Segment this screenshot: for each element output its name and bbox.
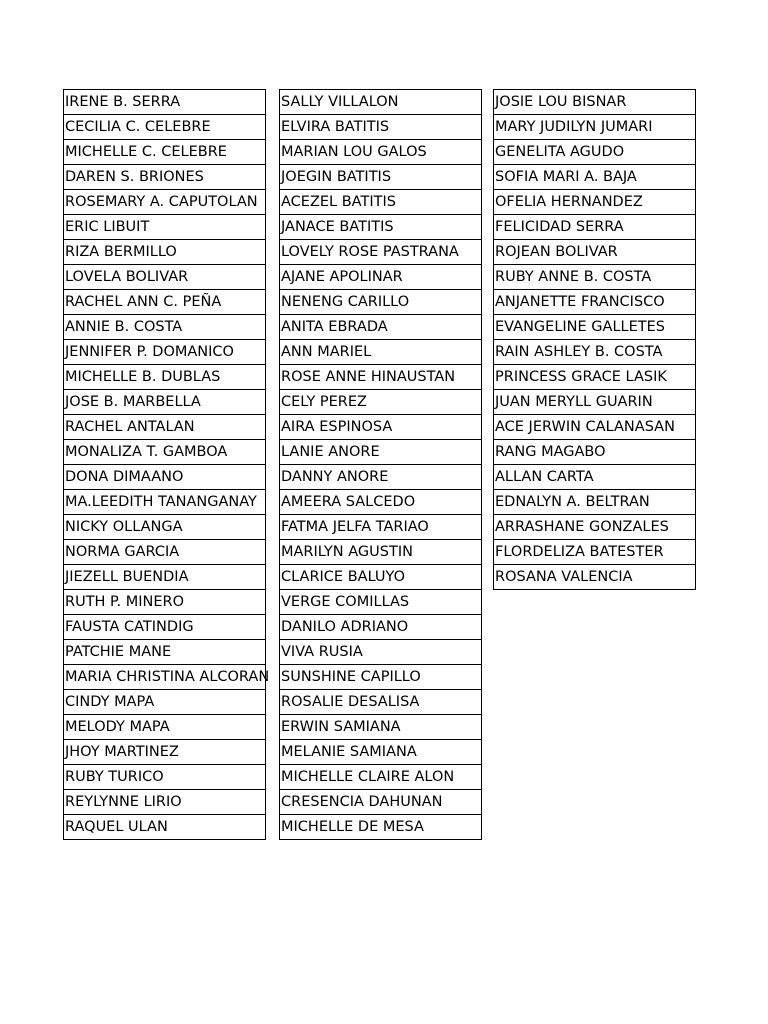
table-row (280, 565, 482, 590)
table-row (494, 315, 696, 340)
table-row (494, 215, 696, 240)
name-cell: EDNALYN A. BELTRAN (494, 490, 696, 515)
table-row (64, 765, 266, 790)
table-row (64, 815, 266, 840)
table-row (494, 565, 696, 590)
name-cell: JOEGIN BATITIS (280, 165, 482, 190)
name-cell: JIEZELL BUENDIA (64, 565, 266, 590)
table-row (280, 315, 482, 340)
name-cell: MARY JUDILYN JUMARI (494, 115, 696, 140)
table-row (64, 190, 266, 215)
table-row (494, 490, 696, 515)
name-list-column-2 (279, 89, 482, 840)
name-cell: EVANGELINE GALLETES (494, 315, 696, 340)
name-cell: FATMA JELFA TARIAO (280, 515, 482, 540)
table-row (280, 715, 482, 740)
name-cell: JANACE BATITIS (280, 215, 482, 240)
name-cell: FLORDELIZA BATESTER (494, 540, 696, 565)
table-row (494, 190, 696, 215)
name-cell: RUTH P. MINERO (64, 590, 266, 615)
table-row (280, 590, 482, 615)
name-cell: JOSE B. MARBELLA (64, 390, 266, 415)
name-cell: NICKY OLLANGA (64, 515, 266, 540)
table-row (280, 465, 482, 490)
table-row (280, 640, 482, 665)
name-cell: DONA DIMAANO (64, 465, 266, 490)
name-cell: ACEZEL BATITIS (280, 190, 482, 215)
table-row (494, 415, 696, 440)
table-row (64, 140, 266, 165)
name-cell: RUBY ANNE B. COSTA (494, 265, 696, 290)
table-row (64, 340, 266, 365)
table-row (280, 90, 482, 115)
table-row (64, 465, 266, 490)
table-row (64, 740, 266, 765)
name-cell: RACHEL ANN C. PEÑA (64, 290, 266, 315)
table-row (280, 140, 482, 165)
name-cell: AJANE APOLINAR (280, 265, 482, 290)
table-row (64, 290, 266, 315)
table-row (64, 440, 266, 465)
name-cell: CINDY MAPA (64, 690, 266, 715)
table-row (64, 390, 266, 415)
table-row (64, 490, 266, 515)
name-cell: MELODY MAPA (64, 715, 266, 740)
table-row (494, 290, 696, 315)
name-list-column-1 (63, 89, 270, 840)
table-row (494, 365, 696, 390)
name-cell: MARIAN LOU GALOS (280, 140, 482, 165)
name-cell: MARILYN AGUSTIN (280, 540, 482, 565)
table-row (64, 640, 266, 665)
name-cell: ALLAN CARTA (494, 465, 696, 490)
table-row (64, 315, 266, 340)
name-cell: FAUSTA CATINDIG (64, 615, 266, 640)
name-cell: MICHELLE C. CELEBRE (64, 140, 266, 165)
name-cell: REYLYNNE LIRIO (64, 790, 266, 815)
name-cell: RACHEL ANTALAN (64, 415, 266, 440)
table-row (280, 815, 482, 840)
table-row (280, 690, 482, 715)
name-cell: AMEERA SALCEDO (280, 490, 482, 515)
table-row (494, 540, 696, 565)
table-row (494, 140, 696, 165)
name-cell: ACE JERWIN CALANASAN (494, 415, 696, 440)
name-cell: NENENG CARILLO (280, 290, 482, 315)
name-cell: CECILIA C. CELEBRE (64, 115, 266, 140)
table-row (494, 440, 696, 465)
table-row (494, 90, 696, 115)
name-cell: MICHELLE B. DUBLAS (64, 365, 266, 390)
name-cell: VIVA RUSIA (280, 640, 482, 665)
table-row (280, 740, 482, 765)
name-cell: LOVELA BOLIVAR (64, 265, 266, 290)
name-cell: ANJANETTE FRANCISCO (494, 290, 696, 315)
name-cell: ROJEAN BOLIVAR (494, 240, 696, 265)
table-row (64, 515, 266, 540)
table-row (64, 415, 266, 440)
table-row (280, 515, 482, 540)
name-cell: MA.LEEDITH TANANGANAY (64, 490, 266, 515)
name-cell: AIRA ESPINOSA (280, 415, 482, 440)
name-cell: JENNIFER P. DOMANICO (64, 340, 266, 365)
name-cell: RIZA BERMILLO (64, 240, 266, 265)
table-row (280, 190, 482, 215)
table-row (280, 440, 482, 465)
table-row (494, 240, 696, 265)
table-row (64, 240, 266, 265)
name-cell: IRENE B. SERRA (64, 90, 266, 115)
table-row (280, 790, 482, 815)
name-cell: OFELIA HERNANDEZ (494, 190, 696, 215)
table-row (280, 615, 482, 640)
name-cell: GENELITA AGUDO (494, 140, 696, 165)
table-row (280, 240, 482, 265)
name-cell: ERIC LIBUIT (64, 215, 266, 240)
table-row (280, 365, 482, 390)
table-row (64, 665, 266, 690)
name-cell: CLARICE BALUYO (280, 565, 482, 590)
name-cell: DAREN S. BRIONES (64, 165, 266, 190)
table-row (64, 690, 266, 715)
name-cell: DANNY ANORE (280, 465, 482, 490)
name-cell: MONALIZA T. GAMBOA (64, 440, 266, 465)
table-row (494, 115, 696, 140)
table-row (494, 165, 696, 190)
table-row (280, 290, 482, 315)
name-cell: LANIE ANORE (280, 440, 482, 465)
table-row (64, 90, 266, 115)
name-cell: NORMA GARCIA (64, 540, 266, 565)
name-cell: ELVIRA BATITIS (280, 115, 482, 140)
table-row (64, 215, 266, 240)
name-cell: SUNSHINE CAPILLO (280, 665, 482, 690)
name-cell: JHOY MARTINEZ (64, 740, 266, 765)
name-cell: ROSALIE DESALISA (280, 690, 482, 715)
table-row (494, 340, 696, 365)
table-row (64, 365, 266, 390)
name-cell: RAIN ASHLEY B. COSTA (494, 340, 696, 365)
name-cell: ARRASHANE GONZALES (494, 515, 696, 540)
name-cell: CRESENCIA DAHUNAN (280, 790, 482, 815)
name-cell: ERWIN SAMIANA (280, 715, 482, 740)
table-row (64, 790, 266, 815)
table-row (64, 590, 266, 615)
table-row (64, 715, 266, 740)
table-row (64, 540, 266, 565)
table-row (494, 265, 696, 290)
name-cell: ROSANA VALENCIA (494, 565, 696, 590)
table-row (280, 415, 482, 440)
table-row (64, 165, 266, 190)
name-cell: PATCHIE MANE (64, 640, 266, 665)
table-row (494, 515, 696, 540)
table-row (280, 340, 482, 365)
table-row (64, 115, 266, 140)
table-row (280, 265, 482, 290)
name-cell: ROSE ANNE HINAUSTAN (280, 365, 482, 390)
table-row (280, 165, 482, 190)
name-cell: ANN MARIEL (280, 340, 482, 365)
table-row (280, 115, 482, 140)
name-cell: ROSEMARY A. CAPUTOLAN (64, 190, 266, 215)
name-cell: MELANIE SAMIANA (280, 740, 482, 765)
name-cell: JOSIE LOU BISNAR (494, 90, 696, 115)
name-cell: CELY PEREZ (280, 390, 482, 415)
table-row (280, 665, 482, 690)
name-cell: JUAN MERYLL GUARIN (494, 390, 696, 415)
name-cell: RUBY TURICO (64, 765, 266, 790)
name-cell: MICHELLE DE MESA (280, 815, 482, 840)
name-cell: ANITA EBRADA (280, 315, 482, 340)
name-cell: RANG MAGABO (494, 440, 696, 465)
table-row (494, 390, 696, 415)
table-row (280, 390, 482, 415)
table-row (64, 265, 266, 290)
name-cell: VERGE COMILLAS (280, 590, 482, 615)
name-cell: LOVELY ROSE PASTRANA (280, 240, 482, 265)
table-row (280, 490, 482, 515)
table-row (280, 765, 482, 790)
name-cell: SALLY VILLALON (280, 90, 482, 115)
name-cell: FELICIDAD SERRA (494, 215, 696, 240)
table-row (280, 215, 482, 240)
name-cell: DANILO ADRIANO (280, 615, 482, 640)
name-cell: MARIA CHRISTINA ALCORAN (64, 665, 266, 690)
table-row (64, 565, 266, 590)
name-cell: PRINCESS GRACE LASIK (494, 365, 696, 390)
table-row (280, 540, 482, 565)
name-cell: ANNIE B. COSTA (64, 315, 266, 340)
table-row (64, 615, 266, 640)
table-row (494, 465, 696, 490)
name-cell: MICHELLE CLAIRE ALON (280, 765, 482, 790)
name-cell: RAQUEL ULAN (64, 815, 266, 840)
name-cell: SOFIA MARI A. BAJA (494, 165, 696, 190)
name-list-column-3 (493, 89, 696, 590)
